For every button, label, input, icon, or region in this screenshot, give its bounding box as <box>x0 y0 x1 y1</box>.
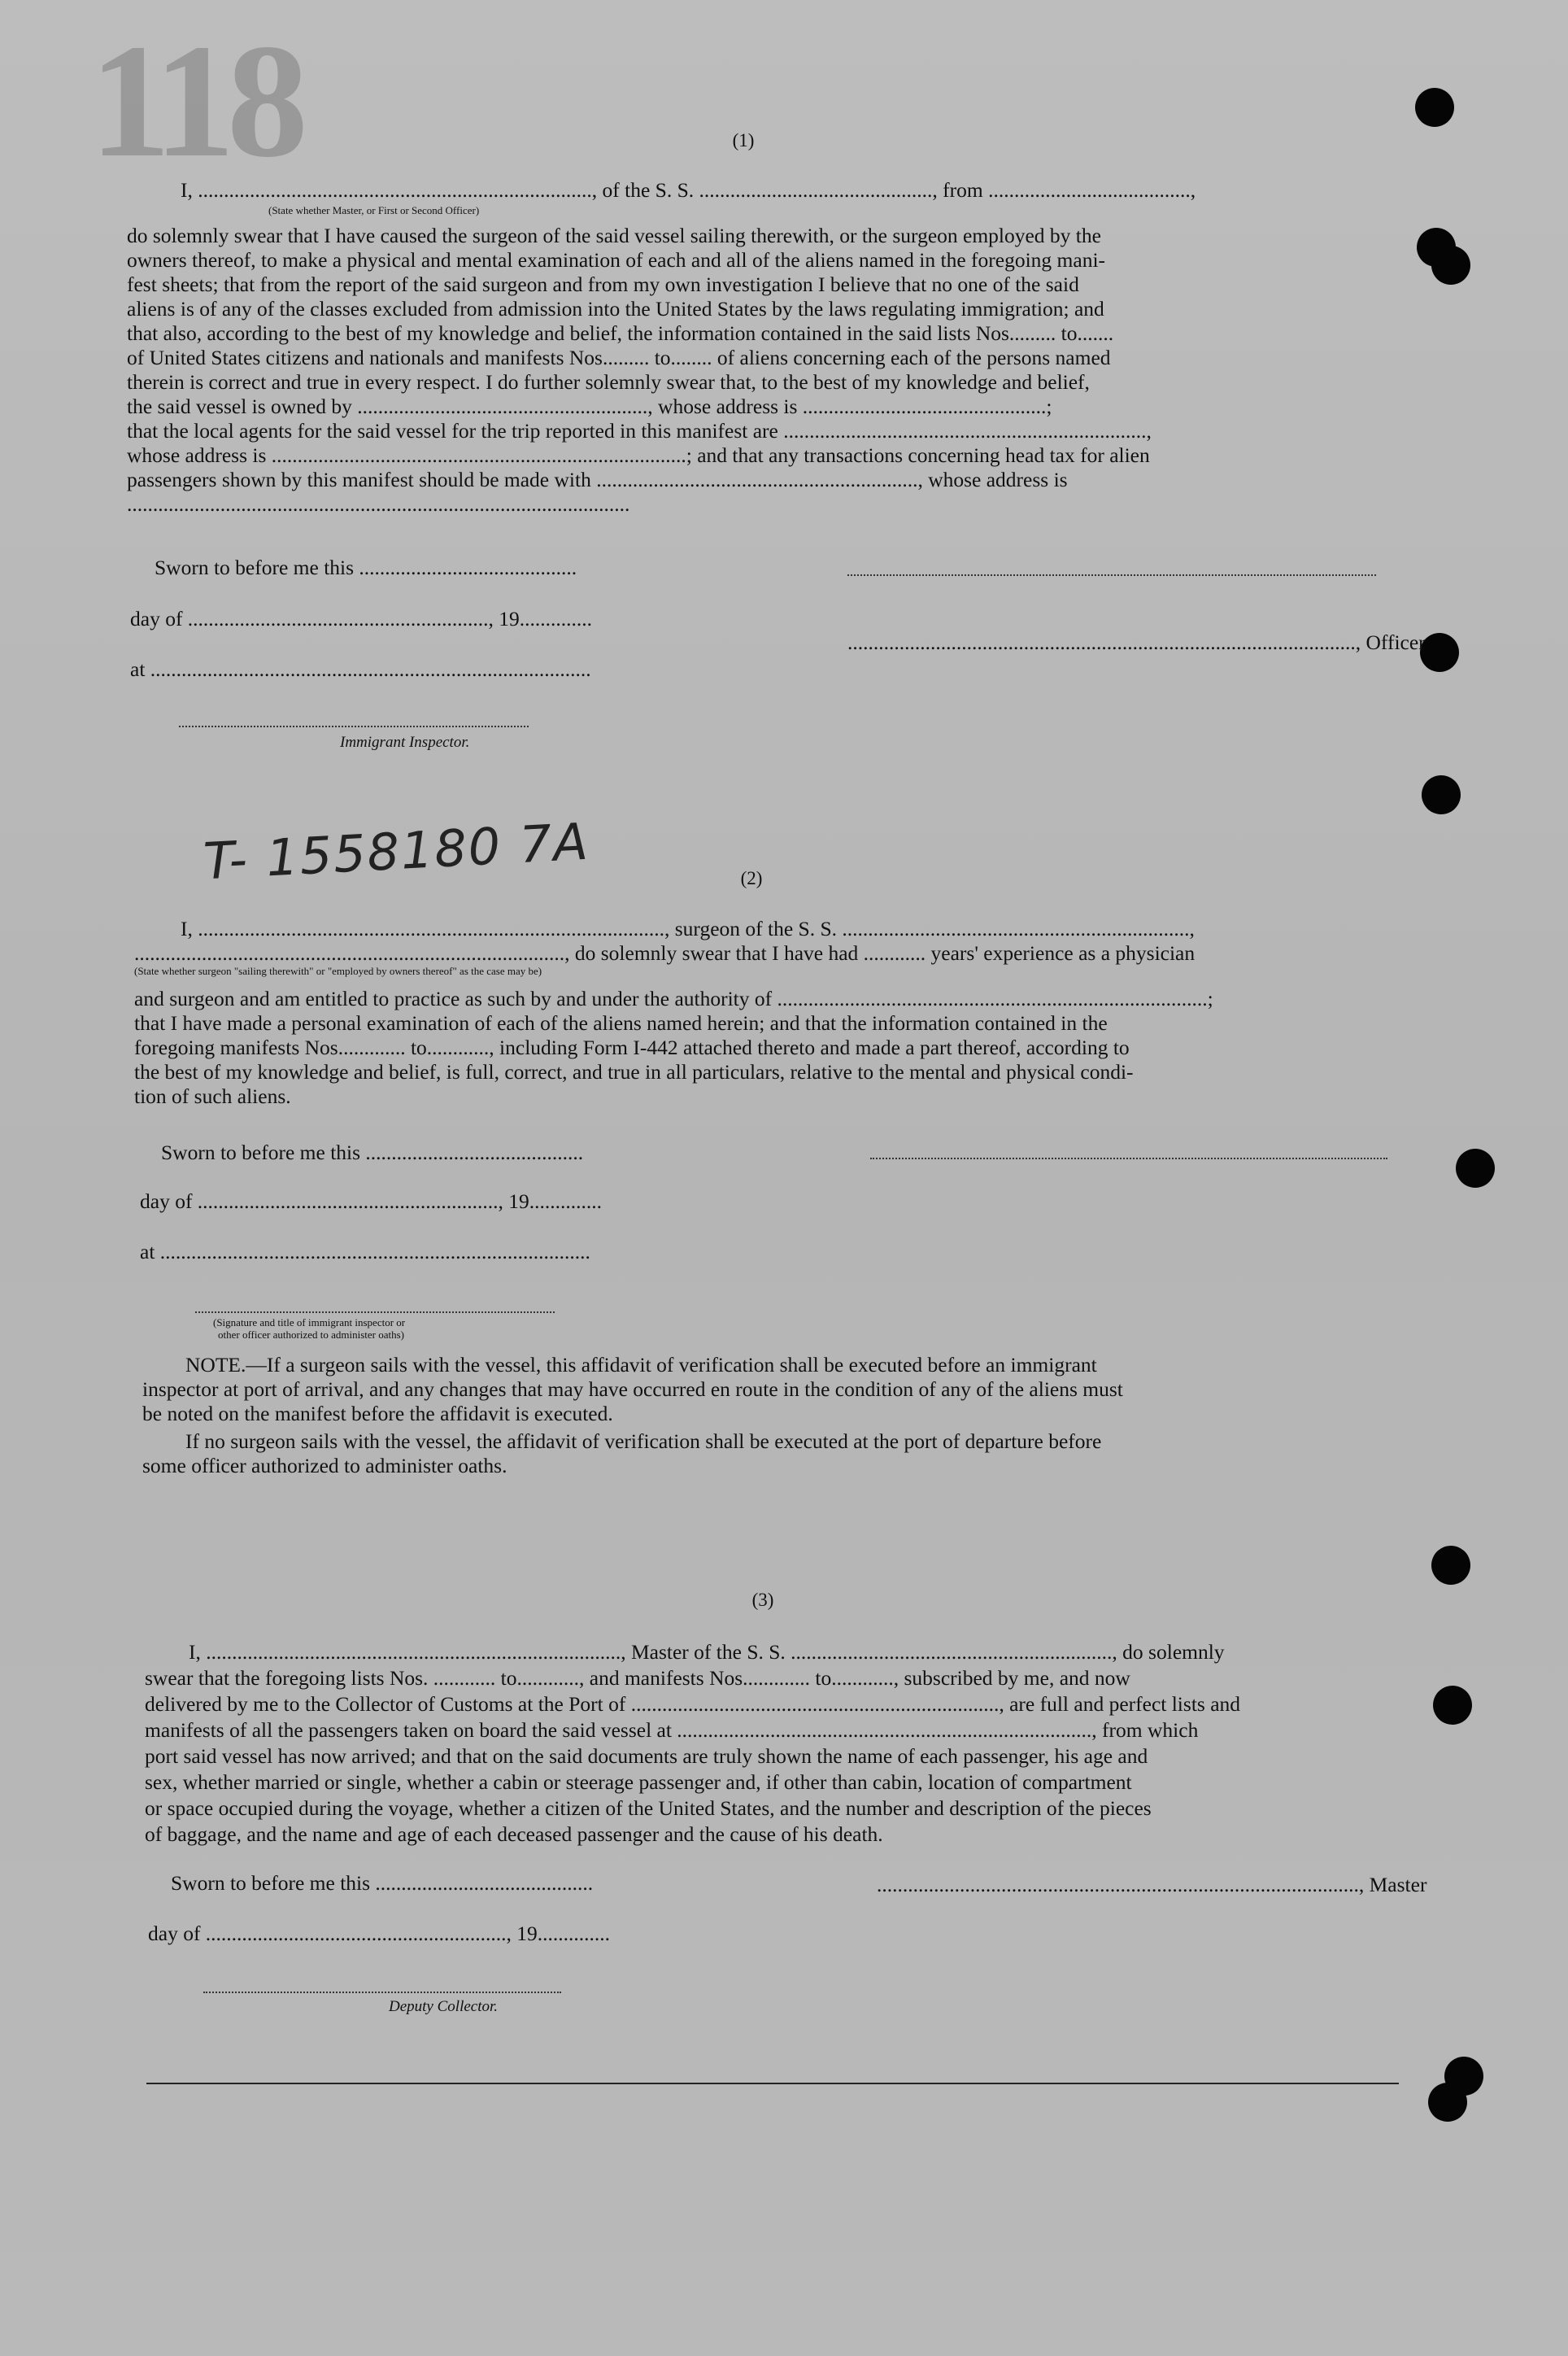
punch-hole <box>1456 1149 1495 1188</box>
section-2-sworn-line: Sworn to before me this .......................................... <box>161 1141 584 1164</box>
punch-hole <box>1420 633 1459 672</box>
inspector-signature-line <box>179 726 529 727</box>
paragraph-line: passengers shown by this manifest should be made with .............................................................., whose address is <box>127 468 1068 491</box>
section-2-number: (2) <box>740 868 763 888</box>
paragraph-line: aliens is of any of the classes excluded from admission into the United States by the laws regulating immigration; and <box>127 297 1104 321</box>
bleed-through-mark: 118 <box>89 11 300 191</box>
paragraph-line: of United States citizens and nationals and manifests Nos......... to........ of aliens concerning each of the persons named <box>127 346 1111 369</box>
section-1-number: (1) <box>732 130 755 151</box>
paragraph-line: that I have made a personal examination of each of the aliens named herein; and that the information contained in the <box>134 1011 1108 1035</box>
punch-hole <box>1431 1546 1470 1585</box>
paragraph-line: fest sheets; that from the report of the said surgeon and from my own investigation I believe that no one of the said <box>127 273 1079 296</box>
section-3-day-line: day of .........................................................., 19.............. <box>148 1922 611 1945</box>
punch-hole <box>1431 246 1470 285</box>
deputy-collector-label: Deputy Collector. <box>389 1998 499 2015</box>
paragraph-line: and surgeon and am entitled to practice as such by and under the authority of ...................................................................................; <box>134 987 1213 1010</box>
immigrant-inspector-label: Immigrant Inspector. <box>340 734 470 751</box>
bottom-rule <box>146 2083 1399 2084</box>
section-2-surgeon-note: (State whether surgeon "sailing therewith" or "employed by owners thereof" as the case may be) <box>134 965 542 977</box>
section-2-intro-line: I, .........................................................................................., surgeon of the S. S. ..................................................................., <box>181 917 1195 940</box>
paragraph-line: port said vessel has now arrived; and that on the said documents are truly shown the name of each passenger, his age and <box>145 1744 1148 1768</box>
section-2-signature-line <box>870 1158 1387 1159</box>
punch-hole <box>1444 2057 1483 2096</box>
section-1-signature-line <box>847 574 1376 576</box>
paragraph-line: that also, according to the best of my knowledge and belief, the information contained in the said lists Nos......... to....... <box>127 321 1114 345</box>
paragraph-line: that the local agents for the said vessel for the trip reported in this manifest are ......................................................................, <box>127 419 1152 443</box>
paragraph-line: foregoing manifests Nos............. to............, including Form I-442 attached thereto and made a part thereof, according to <box>134 1036 1130 1059</box>
note-line: be noted on the manifest before the affidavit is executed. <box>142 1402 613 1425</box>
paragraph-line: sex, whether married or single, whether a cabin or steerage passenger and, if other than cabin, location of compartment <box>145 1770 1132 1794</box>
section-3-sworn-line: Sworn to before me this .......................................... <box>171 1871 594 1895</box>
section-1-intro-line: I, ............................................................................, of the S. S. ............................................., from ......................................., <box>181 178 1196 202</box>
paragraph-line: of baggage, and the name and age of each deceased passenger and the cause of his death. <box>145 1822 883 1846</box>
section-3-master-line: ............................................................................................., Master <box>877 1873 1427 1896</box>
punch-hole <box>1415 88 1454 127</box>
paragraph-line: the best of my knowledge and belief, is full, correct, and true in all particulars, relative to the mental and physical condi- <box>134 1060 1134 1084</box>
punch-hole <box>1422 775 1461 814</box>
paragraph-line: do solemnly swear that I have caused the surgeon of the said vessel sailing therewith, or the surgeon employed by the <box>127 224 1101 247</box>
paragraph-line: I, ................................................................................, Master of the S. S. .............................................................., do solemnly <box>189 1640 1225 1664</box>
paragraph-line: tion of such aliens. <box>134 1084 291 1108</box>
section-2-at-line: at ................................................................................... <box>140 1240 590 1263</box>
note-line: some officer authorized to administer oaths. <box>142 1454 507 1477</box>
signature-note-line-2: other officer authorized to administer oaths) <box>218 1329 404 1341</box>
note-line: If no surgeon sails with the vessel, the affidavit of verification shall be executed at the port of departure before <box>185 1429 1102 1453</box>
paragraph-line: owners thereof, to make a physical and mental examination of each and all of the aliens named in the foregoing mani- <box>127 248 1106 272</box>
administrator-signature-line <box>195 1311 555 1313</box>
section-1-at-line: at ..................................................................................... <box>130 657 591 681</box>
section-1-officer-line: .................................................................................................., Officer <box>847 630 1426 654</box>
paragraph-line: therein is correct and true in every respect. I do further solemnly swear that, to the best of my knowledge and belief, <box>127 370 1090 394</box>
section-1-day-line: day of .........................................................., 19.............. <box>130 607 593 630</box>
paragraph-line: the said vessel is owned by ........................................................, whose address is ...............................................; <box>127 395 1052 418</box>
paragraph-line: delivered by me to the Collector of Customs at the Port of ......................................................................., are full and perfect lists and <box>145 1692 1241 1716</box>
section-3-number: (3) <box>751 1590 774 1610</box>
section-2-experience-line: ..................................................................................., do solemnly swear that I have had ............ years' experience as a physician <box>134 941 1196 965</box>
paragraph-line: or space occupied during the voyage, whether a citizen of the United States, and the number and description of the pieces <box>145 1796 1152 1820</box>
collector-signature-line <box>203 1992 561 1993</box>
punch-hole <box>1433 1686 1472 1725</box>
section-1-officer-note: (State whether Master, or First or Second Officer) <box>268 204 480 216</box>
paragraph-line: swear that the foregoing lists Nos. ............ to............, and manifests Nos............. to............, subscribed by me, and now <box>145 1666 1130 1690</box>
paragraph-line: whose address is ................................................................................; and that any transactions concerning head tax for alien <box>127 443 1150 467</box>
paragraph-line: ................................................................................................. <box>127 492 630 516</box>
section-2-day-line: day of .........................................................., 19.............. <box>140 1189 603 1213</box>
paragraph-line: manifests of all the passengers taken on board the said vessel at ................................................................................, from which <box>145 1718 1199 1742</box>
section-1-sworn-line: Sworn to before me this .......................................... <box>155 556 577 579</box>
signature-note-line-1: (Signature and title of immigrant inspector or <box>213 1316 406 1329</box>
note-line: inspector at port of arrival, and any changes that may have occurred en route in the condition of any of the aliens must <box>142 1377 1123 1401</box>
note-line: NOTE.—If a surgeon sails with the vessel, this affidavit of verification shall be executed before an immigrant <box>185 1353 1097 1377</box>
handwritten-annotation: T- 1558180 7A <box>202 811 591 892</box>
